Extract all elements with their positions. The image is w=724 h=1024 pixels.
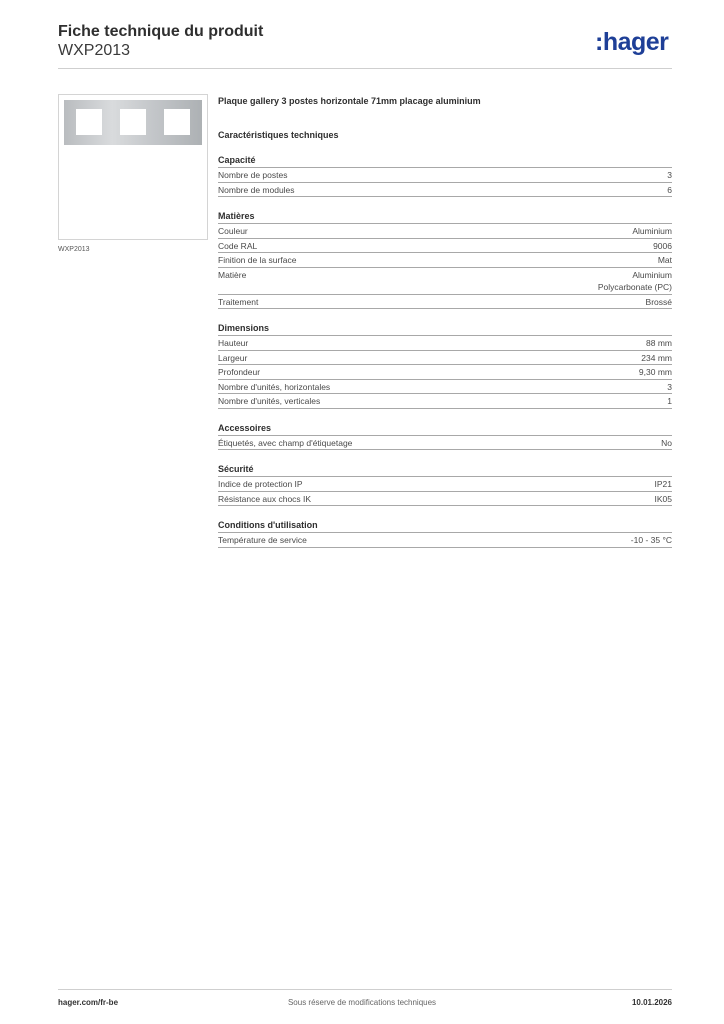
page-title: Fiche technique du produit bbox=[58, 23, 264, 40]
spec-row bbox=[218, 364, 672, 379]
spec-section bbox=[218, 323, 672, 409]
characteristics-title: Caractéristiques techniques bbox=[218, 130, 339, 140]
plate-slot bbox=[164, 109, 190, 135]
section-title: Dimensions bbox=[218, 323, 270, 333]
spec-label: Nombre d'unités, horizontales bbox=[218, 381, 331, 392]
spec-value: 9,30 mm bbox=[638, 367, 672, 377]
spec-value: IK05 bbox=[654, 493, 672, 504]
product-reference: WXP2013 bbox=[58, 42, 131, 59]
spec-value: No bbox=[661, 437, 672, 448]
spec-row bbox=[218, 267, 672, 294]
section-title: Matières bbox=[218, 211, 255, 221]
spec-row bbox=[218, 294, 672, 310]
product-title: Plaque gallery 3 postes horizontale 71mm placage aluminium bbox=[218, 96, 481, 106]
spec-label: Indice de protection IP bbox=[218, 479, 303, 489]
spec-row bbox=[218, 223, 672, 238]
spec-row bbox=[218, 476, 672, 491]
spec-section bbox=[218, 464, 672, 506]
spec-label: Profondeur bbox=[218, 367, 261, 377]
section-title: Accessoires bbox=[218, 422, 272, 433]
spec-label: Nombre de modules bbox=[218, 184, 295, 195]
spec-value: 1 bbox=[667, 396, 672, 406]
spec-row bbox=[218, 491, 672, 507]
spec-label: Résistance aux chocs IK bbox=[218, 493, 312, 504]
spec-label: Largeur bbox=[218, 352, 248, 363]
spec-value: 9006 bbox=[653, 240, 672, 251]
plate-slot bbox=[120, 109, 146, 135]
spec-row bbox=[218, 350, 672, 365]
spec-value: 88 mm bbox=[646, 338, 672, 348]
spec-section bbox=[218, 423, 672, 451]
section-title: Capacité bbox=[218, 155, 256, 165]
section-title: Conditions d'utilisation bbox=[218, 520, 318, 530]
section-title: Sécurité bbox=[218, 464, 254, 474]
spec-label: Code RAL bbox=[218, 240, 258, 251]
footer-divider bbox=[58, 989, 672, 990]
spec-value: 3 bbox=[667, 170, 672, 180]
spec-row bbox=[218, 335, 672, 350]
spec-value: Brossé bbox=[645, 296, 672, 307]
spec-section bbox=[218, 211, 672, 309]
plate-slot bbox=[76, 109, 102, 135]
spec-label: Nombre de postes bbox=[218, 170, 288, 180]
spec-label: Couleur bbox=[218, 226, 248, 236]
spec-value: IP21 bbox=[654, 479, 672, 489]
header-divider bbox=[58, 68, 672, 69]
spec-row bbox=[218, 532, 672, 548]
image-caption: WXP2013 bbox=[58, 246, 90, 253]
spec-sections bbox=[218, 155, 672, 548]
footer-date: 10.01.2026 bbox=[631, 998, 672, 1007]
spec-row bbox=[218, 435, 672, 451]
spec-section bbox=[218, 155, 672, 197]
spec-row bbox=[218, 167, 672, 182]
spec-value: 3 bbox=[667, 381, 672, 392]
spec-row bbox=[218, 238, 672, 253]
spec-section bbox=[218, 520, 672, 548]
spec-value: Mat bbox=[657, 255, 672, 265]
spec-row bbox=[218, 182, 672, 198]
footer-notice: Sous réserve de modifications techniques bbox=[287, 998, 437, 1007]
hager-logo: :hager bbox=[595, 28, 669, 56]
spec-value: 234 mm bbox=[641, 352, 672, 363]
spec-label: Traitement bbox=[218, 296, 259, 307]
spec-value: Aluminium Polycarbonate (PC) bbox=[597, 269, 672, 292]
spec-label: Matière bbox=[218, 269, 247, 280]
spec-label: Température de service bbox=[218, 535, 307, 545]
spec-row bbox=[218, 393, 672, 409]
spec-label: Finition de la surface bbox=[218, 255, 297, 265]
spec-label: Hauteur bbox=[218, 338, 249, 348]
spec-value: -10 - 35 °C bbox=[630, 535, 672, 545]
footer-website: hager.com/fr-be bbox=[58, 998, 119, 1007]
spec-label: Étiquetés, avec champ d'étiquetage bbox=[218, 437, 353, 448]
spec-label: Nombre d'unités, verticales bbox=[218, 396, 321, 406]
spec-row bbox=[218, 252, 672, 267]
wall-plate-illustration bbox=[64, 100, 202, 145]
product-image bbox=[58, 94, 208, 240]
spec-content bbox=[218, 96, 672, 548]
spec-row bbox=[218, 379, 672, 394]
page-header bbox=[58, 22, 263, 60]
spec-value: 6 bbox=[667, 184, 672, 195]
spec-value: Aluminium bbox=[632, 226, 672, 236]
